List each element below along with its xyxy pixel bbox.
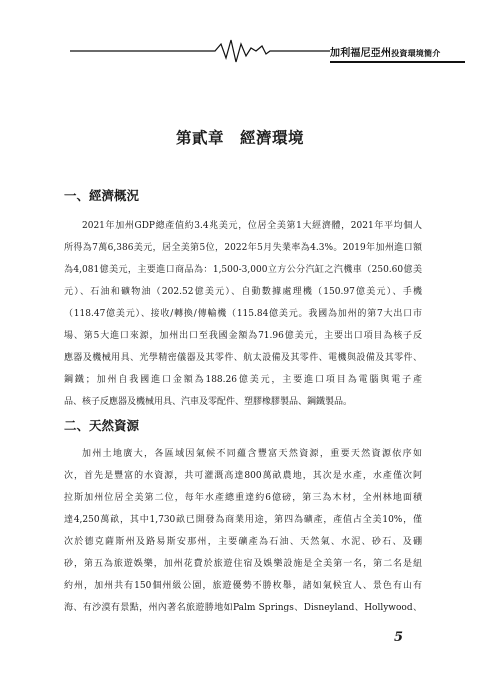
paragraph-line: 達4,250萬畝，其中1,730畝已開發為商業用途，第四為礦產，產值占全美10%，僅 — [64, 515, 422, 525]
paragraph-line: 砂，第五為旅遊娛樂，加州花費於旅遊住宿及娛樂設施是全美第一名，第二名是紐 — [64, 559, 422, 569]
paragraph-line: 約州，加州共有150個州級公園，旅遊優勢不勝枚舉，諸如氣候宜人、景色有山有 — [64, 581, 422, 591]
paragraph-line: 次於德克薩斯州及路易斯安那州，主要礦產為石油、天然氣、水泥、砂石、及硼 — [64, 537, 422, 547]
paragraph-line: 所得為7萬6,386美元，居全美第5位，2022年5月失業率為4.3%。2019年加州進口額 — [64, 243, 422, 253]
paragraph-line: 元）、石油和礦物油（202.52億美元）、自動數據處理機（150.97億美元）、手機 — [64, 287, 422, 297]
section-title-natural-resources: 二、天然資源 — [64, 418, 140, 433]
running-header — [0, 36, 480, 66]
header-title-sub: 投資環境簡介 — [391, 49, 441, 58]
chapter-title: 第貳章 經濟環境 — [175, 128, 304, 147]
paragraph-line: 品、核子反應器及機械用具、汽車及零配件、塑膠橡膠製品、鋼鐵製品。 — [64, 397, 353, 407]
paragraph-line: 2021年加州GDP總產值約3.4兆美元，位居全美第1大經濟體，2021年平均個人 — [82, 221, 422, 231]
paragraph-line: 加州土地廣大，各區域因氣候不同蘊含豐富天然資源，重要天然資源依序如 — [82, 449, 422, 459]
paragraph-line: 場、第5大進口來源，加州出口至我國金額為71.96億美元，主要出口項目為核子反 — [64, 331, 422, 341]
paragraph-line: 應器及機械用具、光學精密儀器及其零件、航太設備及其零件、電機與設備及其零件、 — [64, 353, 422, 363]
paragraph-economy — [64, 215, 422, 413]
section-title-economy: 一、經濟概況 — [64, 188, 140, 203]
paragraph-line: 海、有沙漠有景點，州內著名旅遊勝地如Palm Springs、Disneyland、Hollywood、 — [64, 603, 422, 613]
paragraph-line: 拉斯加州位居全美第二位，每年水產總重達約6億磅，第三為木材，全州林地面積 — [64, 493, 422, 503]
paragraph-line: 為4,081億美元，主要進口商品為：1,500-3,000立方公分汽缸之汽機車（250.60億美 — [64, 265, 422, 275]
header-title — [330, 44, 465, 63]
paragraph-line: （118.47億美元）、接收/轉換/傳輸機（115.84億美元。我國為加州的第7大出口市 — [64, 309, 422, 319]
page-number: 5 — [394, 630, 404, 645]
paragraph-natural-resources — [64, 443, 422, 619]
paragraph-line: 次，首先是豐富的水資源，共可灌溉高達800萬畝農地，其次是水產，水產僅次阿 — [64, 471, 422, 481]
header-title-main: 加利福尼亞州 — [330, 48, 392, 59]
paragraph-line: 鋼鐵；加州自我國進口金額為188.26億美元，主要進口項目為電腦與電子產 — [64, 375, 422, 385]
